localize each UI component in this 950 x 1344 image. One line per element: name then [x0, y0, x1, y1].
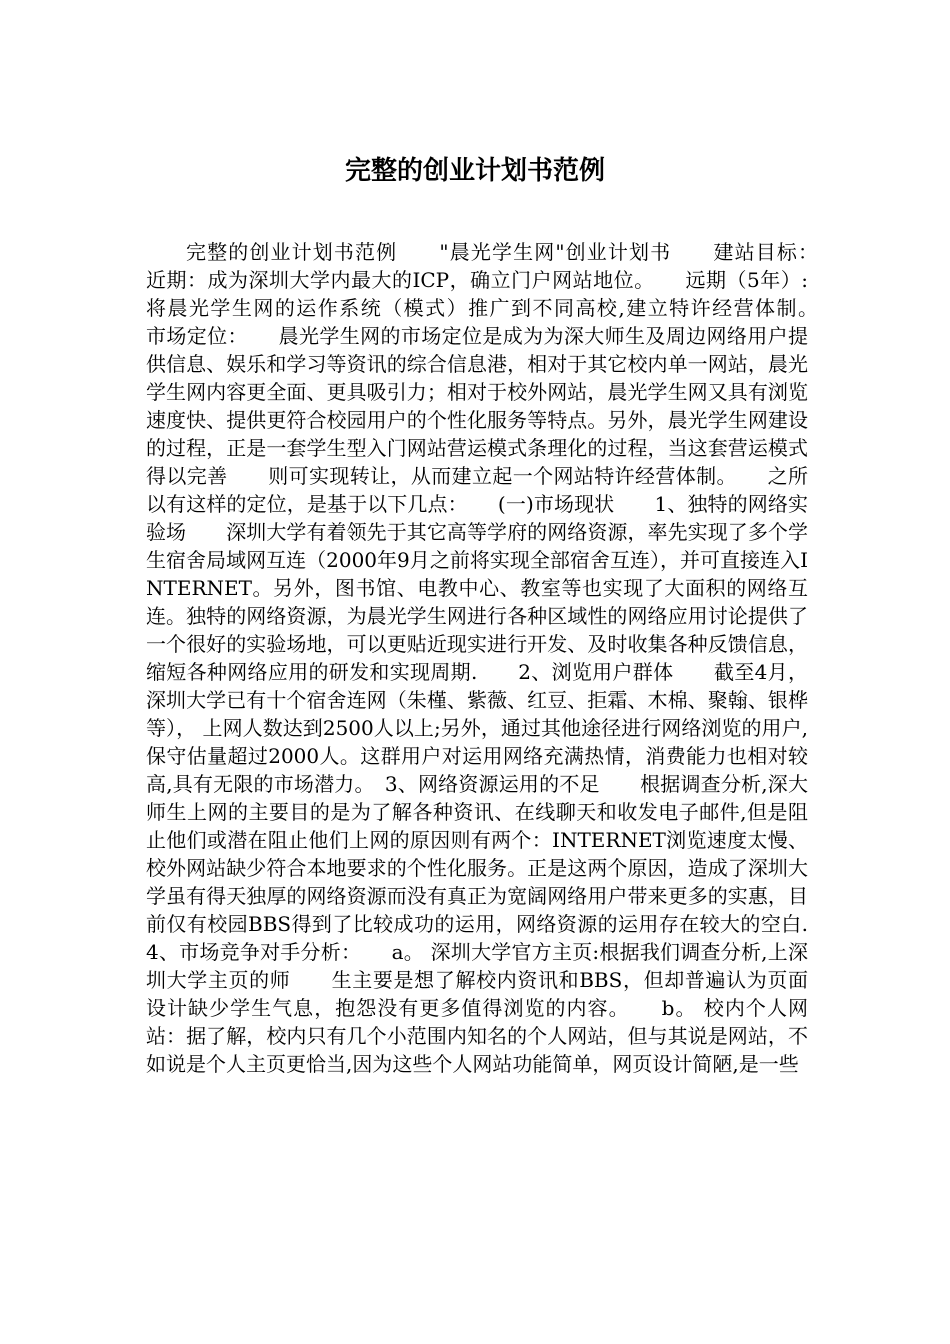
document-title: 完整的创业计划书范例 — [344, 156, 605, 186]
document-body-text: 完整的创业计划书范例 "晨光学生网"创业计划书 建站目标： 近期：成为深圳大学内最大的ICP，确立门户网站地位。 远期（5年）:将晨光学生网的运作系统（模式）推广到不同高校,建立特许经营体制。 市场定位： 晨光学生网的市场定位是成为为深大师生及周边网络用户提供信息、娱乐和学习等资讯的综合信息港，相对于其它校内单一网站，晨光学生网内容更全面、更具吸引力；相对于校外网站，晨光学生网又具有浏览速度快、提供更符合校园用户的个性化服务等特点。另外，晨光学生网建设的过程，正是一套学生型入门网站营运模式条理化的过程，当这套营运模式得以完善 则可实现转让，从而建立起一个网站特许经营体制。 之所以有这样的定位，是基于以下几点： (一)市场现状 1、独特的网络实验场 深圳大学有着领先于其它高等学府的网络资源，率先实现了多个学生宿舍局域网互连（2000年9月之前将实现全部宿舍互连），并可直接连入INTERNET。另外，图书馆、电教中心、教室等也实现了大面积的网络互连。独特的网络资源，为晨光学生网进行各种区域性的网络应用讨论提供了一个很好的实验场地，可以更贴近现实进行开发、及时收集各种反馈信息，缩短各种网络应用的研发和实现周期. 2、浏览用户群体 截至4月，深圳大学已有十个宿舍连网（朱槿、紫薇、红豆、拒霜、木棉、聚翰、银桦等）， 上网人数达到2500人以上;另外，通过其他途径进行网络浏览的用户,保守估量超过2000人。这群用户对运用网络充满热情，消费能力也相对较高,具有无限的市场潜力。 3、网络资源运用的不足 根据调查分析,深大师生上网的主要目的是为了解各种资讯、在线聊天和收发电子邮件,但是阻止他们或潜在阻止他们上网的原因则有两个：INTERNET浏览速度太慢、校外网站缺少符合本地要求的个性化服务。正是这两个原因，造成了深圳大学虽有得天独厚的网络资源而没有真正为宽阔网络用户带来更多的实惠，目前仅有校园BBS得到了比较成功的运用，网络资源的运用存在较大的空白. 4、市场竞争对手分析： a。 深圳大学官方主页:根据我们调查分析,上深圳大学主页的师 生主要是想了解校内资讯和BBS，但却普遍认为页面设计缺少学生气息，抱怨没有更多值得浏览的内容。 b。 校内个人网站：据了解，校内只有几个小范围内知名的个人网站，但与其说是网站，不如说是个人主页更恰当,因为这些个人网站功能简单，网页设计简陋,是一些 — [146, 240, 848, 1076]
